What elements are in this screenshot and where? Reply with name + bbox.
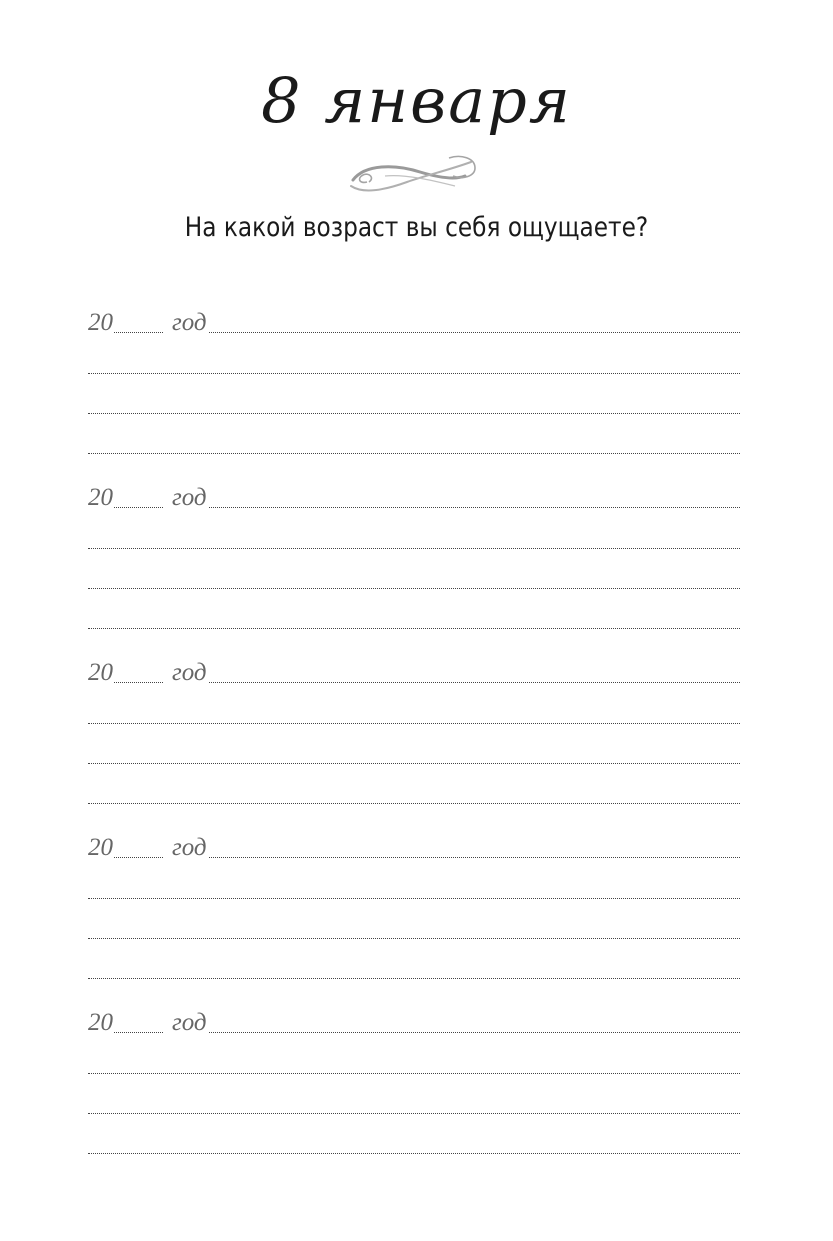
year-word: год	[172, 484, 207, 511]
entry-list	[88, 0, 740, 1241]
answer-line[interactable]	[88, 723, 740, 724]
answer-line[interactable]	[88, 898, 740, 899]
entry-header-line[interactable]	[88, 1009, 740, 1036]
entry-header-line[interactable]	[88, 309, 740, 336]
answer-line[interactable]	[88, 938, 740, 939]
answer-line[interactable]	[88, 763, 740, 764]
answer-line[interactable]	[88, 1073, 740, 1074]
entry-header-line[interactable]	[88, 834, 740, 861]
answer-line[interactable]	[209, 1032, 740, 1033]
answer-line[interactable]	[209, 682, 740, 683]
year-blank[interactable]	[114, 1032, 163, 1033]
year-word: год	[172, 834, 207, 861]
answer-line[interactable]	[88, 413, 740, 414]
answer-line[interactable]	[209, 507, 740, 508]
year-word: год	[172, 1009, 207, 1036]
year-blank[interactable]	[114, 682, 163, 683]
question-heading: На какой возраст вы себя ощущаете?	[184, 212, 649, 243]
year-prefix: 20	[88, 1009, 113, 1036]
entry-header-line[interactable]	[88, 659, 740, 686]
answer-line[interactable]	[88, 1113, 740, 1114]
year-prefix: 20	[88, 834, 113, 861]
year-blank[interactable]	[114, 857, 163, 858]
answer-line[interactable]	[88, 373, 740, 374]
answer-line[interactable]	[88, 1153, 740, 1154]
answer-line[interactable]	[88, 548, 740, 549]
answer-line[interactable]	[88, 978, 740, 979]
year-word: год	[172, 309, 207, 336]
year-blank[interactable]	[114, 332, 163, 333]
year-prefix: 20	[88, 659, 113, 686]
answer-line[interactable]	[88, 453, 740, 454]
answer-line[interactable]	[209, 332, 740, 333]
answer-line[interactable]	[209, 857, 740, 858]
year-prefix: 20	[88, 484, 113, 511]
answer-line[interactable]	[88, 588, 740, 589]
page-title: 8 января	[261, 64, 572, 137]
answer-line[interactable]	[88, 628, 740, 629]
answer-line[interactable]	[88, 803, 740, 804]
year-prefix: 20	[88, 309, 113, 336]
entry-header-line[interactable]	[88, 484, 740, 511]
year-word: год	[172, 659, 207, 686]
year-blank[interactable]	[114, 507, 163, 508]
